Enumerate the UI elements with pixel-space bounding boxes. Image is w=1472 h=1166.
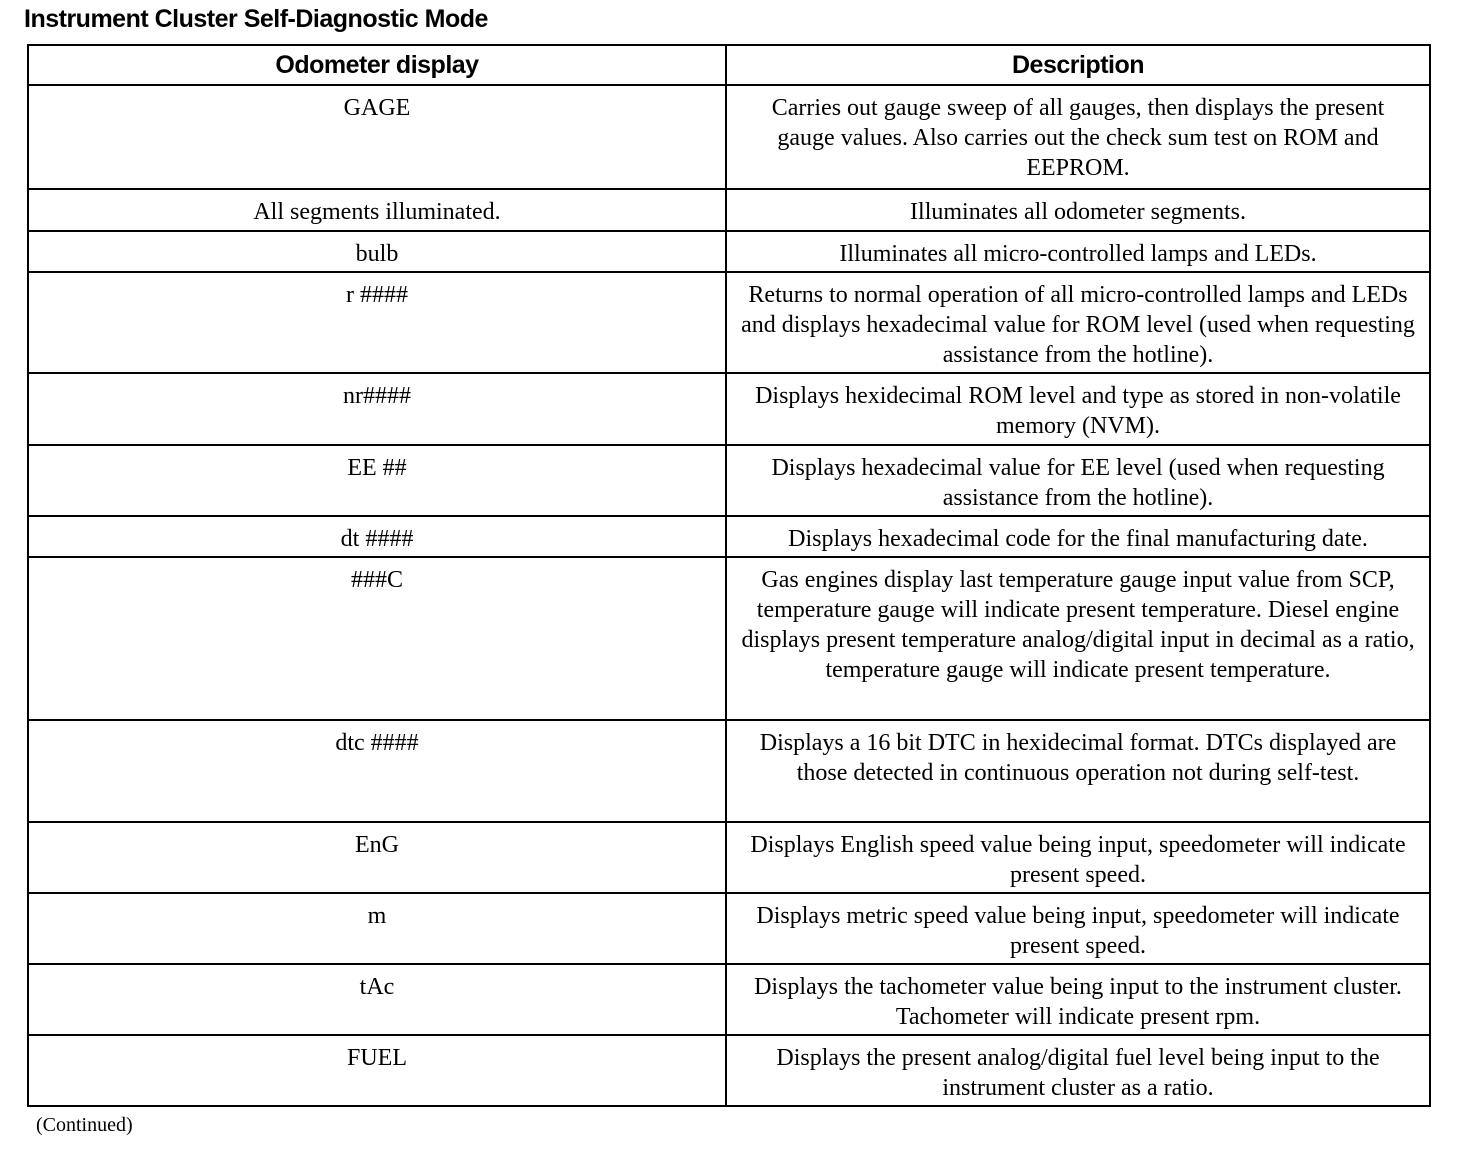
table-row: [28, 445, 1430, 516]
description-cell: Displays hexidecimal ROM level and type as stored in non-volatile memory (NVM).: [726, 373, 1430, 445]
table-row: [28, 516, 1430, 557]
odometer-cell: EnG: [28, 822, 726, 893]
description-cell: Displays a 16 bit DTC in hexidecimal format. DTCs displayed are those detected in continuous operation not during self-test.: [726, 720, 1430, 822]
description-cell: Gas engines display last temperature gauge input value from SCP, temperature gauge will indicate present temperature. Diesel engine displays present temperature analog/digital input in decimal as a ratio, temperature gauge will indicate present temperature.: [726, 557, 1430, 720]
column-header-description: Description: [726, 45, 1430, 85]
description-cell: Illuminates all micro-controlled lamps and LEDs.: [726, 231, 1430, 272]
odometer-cell: r ####: [28, 272, 726, 373]
description-cell: Displays English speed value being input, speedometer will indicate present speed.: [726, 822, 1430, 893]
table-row: [28, 893, 1430, 964]
description-cell: Displays the tachometer value being input to the instrument cluster. Tachometer will indicate present rpm.: [726, 964, 1430, 1035]
odometer-cell: bulb: [28, 231, 726, 272]
description-cell: Displays hexadecimal code for the final manufacturing date.: [726, 516, 1430, 557]
odometer-cell: nr####: [28, 373, 726, 445]
odometer-cell: EE ##: [28, 445, 726, 516]
description-cell: Returns to normal operation of all micro-controlled lamps and LEDs and displays hexadecimal value for ROM level (used when requesting assistance from the hotline).: [726, 272, 1430, 373]
description-cell: Displays hexadecimal value for EE level (used when requesting assistance from the hotline).: [726, 445, 1430, 516]
table-row: [28, 373, 1430, 445]
description-cell: Displays the present analog/digital fuel level being input to the instrument cluster as a ratio.: [726, 1035, 1430, 1106]
description-cell: Carries out gauge sweep of all gauges, then displays the present gauge values. Also carries out the check sum test on ROM and EEPROM.: [726, 85, 1430, 189]
odometer-cell: m: [28, 893, 726, 964]
column-header-odometer: Odometer display: [28, 45, 726, 85]
odometer-cell: dt ####: [28, 516, 726, 557]
diagnostic-table: [27, 44, 1431, 1107]
odometer-cell: GAGE: [28, 85, 726, 189]
table-row: [28, 231, 1430, 272]
table-row: [28, 964, 1430, 1035]
table-row: [28, 85, 1430, 189]
odometer-cell: FUEL: [28, 1035, 726, 1106]
description-cell: Illuminates all odometer segments.: [726, 189, 1430, 231]
table-row: [28, 272, 1430, 373]
odometer-cell: All segments illuminated.: [28, 189, 726, 231]
description-cell: Displays metric speed value being input, speedometer will indicate present speed.: [726, 893, 1430, 964]
table-header-row: [28, 45, 1430, 85]
table-row: [28, 189, 1430, 231]
table-row: [28, 1035, 1430, 1106]
odometer-cell: tAc: [28, 964, 726, 1035]
table-row: [28, 720, 1430, 822]
page-title: Instrument Cluster Self-Diagnostic Mode: [24, 5, 488, 33]
table-row: [28, 822, 1430, 893]
odometer-cell: ###C: [28, 557, 726, 720]
table-row: [28, 557, 1430, 720]
continued-note: (Continued): [36, 1114, 133, 1136]
odometer-cell: dtc ####: [28, 720, 726, 822]
